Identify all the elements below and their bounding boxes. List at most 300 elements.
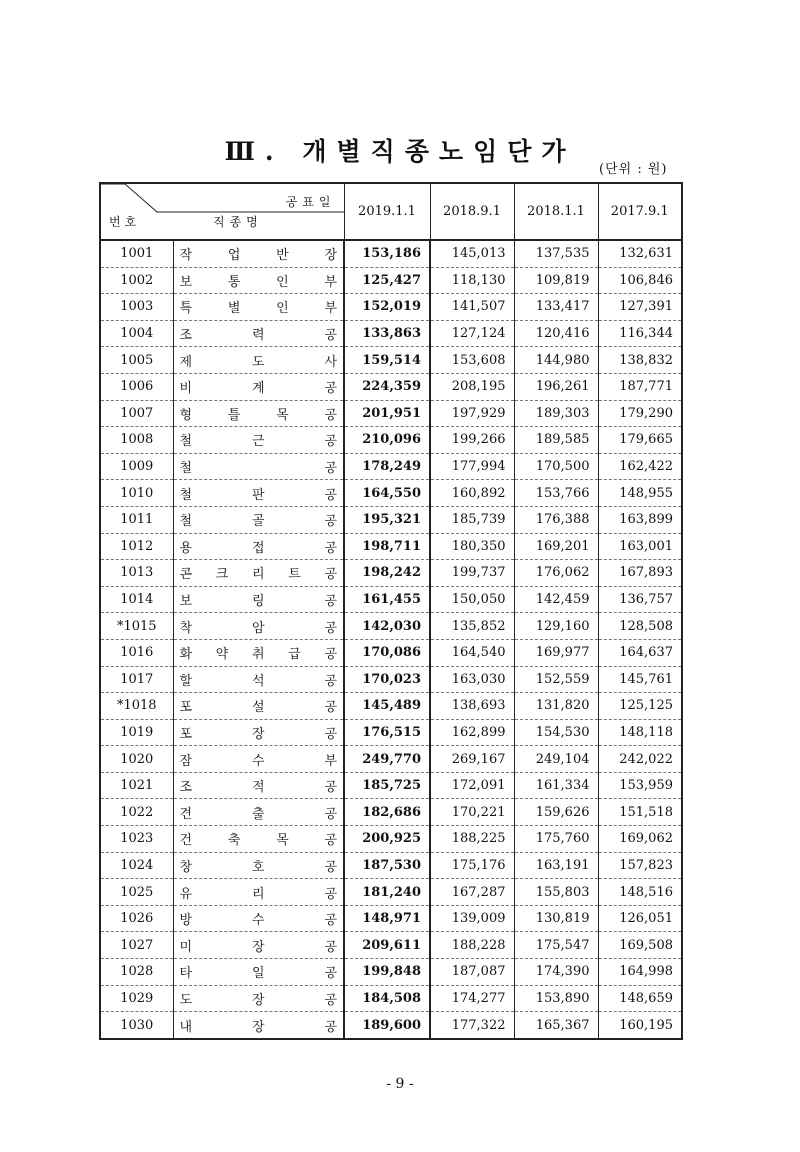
row-number: 1027 bbox=[100, 932, 173, 959]
job-name-char: 호 bbox=[251, 859, 265, 875]
table-row bbox=[100, 320, 682, 347]
job-name-char: 암 bbox=[251, 620, 265, 636]
table-row bbox=[100, 719, 682, 746]
wage-value: 133,417 bbox=[514, 294, 598, 321]
wage-value: 139,009 bbox=[430, 905, 514, 932]
wage-value: 179,665 bbox=[598, 427, 682, 454]
job-name-char: 크 bbox=[215, 567, 229, 583]
job-name-char: 공 bbox=[324, 540, 337, 556]
job-name-char: 할 bbox=[179, 673, 193, 689]
header-job-label: 직종명 bbox=[213, 215, 263, 229]
wage-value: 125,427 bbox=[344, 267, 430, 294]
wage-value: 153,186 bbox=[344, 240, 430, 267]
job-name-char: 제 bbox=[179, 354, 193, 370]
job-name bbox=[173, 719, 344, 746]
wage-value: 152,559 bbox=[514, 666, 598, 693]
wage-value: 242,022 bbox=[598, 746, 682, 773]
job-name-text bbox=[180, 936, 338, 955]
wage-value: 224,359 bbox=[344, 373, 430, 400]
row-number: 1028 bbox=[100, 959, 173, 986]
table-row bbox=[100, 985, 682, 1012]
job-name-text bbox=[180, 244, 338, 263]
table-row bbox=[100, 294, 682, 321]
job-name-text bbox=[180, 297, 338, 316]
wage-value: 153,766 bbox=[514, 480, 598, 507]
table-row bbox=[100, 639, 682, 666]
job-name bbox=[173, 560, 344, 587]
table-header-row bbox=[100, 183, 682, 240]
wage-value: 129,160 bbox=[514, 613, 598, 640]
row-number: 1002 bbox=[100, 267, 173, 294]
job-name-char: 공 bbox=[324, 833, 337, 849]
job-name-char: 골 bbox=[251, 514, 265, 530]
job-name-text bbox=[180, 723, 338, 742]
wage-value: 126,051 bbox=[598, 905, 682, 932]
job-name-char: 공 bbox=[324, 381, 337, 397]
job-name-char: 근 bbox=[251, 434, 265, 450]
wage-value: 164,998 bbox=[598, 959, 682, 986]
row-number: 1022 bbox=[100, 799, 173, 826]
wage-value: 153,890 bbox=[514, 985, 598, 1012]
job-name bbox=[173, 799, 344, 826]
job-name-char: 공 bbox=[324, 992, 337, 1008]
job-name-char: 공 bbox=[324, 620, 337, 636]
wage-value: 199,737 bbox=[430, 560, 514, 587]
job-name-char: 업 bbox=[227, 248, 241, 264]
job-name-text bbox=[180, 670, 338, 689]
wage-value: 137,535 bbox=[514, 240, 598, 267]
job-name-text bbox=[180, 537, 338, 556]
wage-value: 131,820 bbox=[514, 693, 598, 720]
row-number: *1015 bbox=[100, 613, 173, 640]
table-row bbox=[100, 240, 682, 267]
job-name-char: 장 bbox=[251, 1019, 265, 1035]
wage-value: 120,416 bbox=[514, 320, 598, 347]
wage-value: 151,518 bbox=[598, 799, 682, 826]
wage-value: 198,242 bbox=[344, 560, 430, 587]
wage-value: 148,659 bbox=[598, 985, 682, 1012]
job-name-text bbox=[180, 617, 338, 636]
wage-value: 163,001 bbox=[598, 533, 682, 560]
row-number: 1010 bbox=[100, 480, 173, 507]
row-number: 1019 bbox=[100, 719, 173, 746]
row-number: 1007 bbox=[100, 400, 173, 427]
row-number: 1012 bbox=[100, 533, 173, 560]
unit-label: (단위 : 원) bbox=[599, 162, 668, 177]
wage-value: 188,225 bbox=[430, 826, 514, 853]
page-number: - 9 - bbox=[386, 1076, 414, 1092]
wage-value: 174,390 bbox=[514, 959, 598, 986]
wage-table bbox=[99, 182, 683, 1040]
table-row bbox=[100, 905, 682, 932]
wage-value: 184,508 bbox=[344, 985, 430, 1012]
row-number: 1016 bbox=[100, 639, 173, 666]
row-number: 1020 bbox=[100, 746, 173, 773]
job-name-char: 사 bbox=[324, 354, 337, 370]
job-name-text bbox=[180, 776, 338, 795]
row-number: 1011 bbox=[100, 506, 173, 533]
job-name-char: 장 bbox=[251, 726, 265, 742]
job-name bbox=[173, 879, 344, 906]
job-name-char: 비 bbox=[179, 381, 193, 397]
job-name-char: 공 bbox=[324, 514, 337, 530]
wage-value: 175,547 bbox=[514, 932, 598, 959]
wage-value: 170,086 bbox=[344, 639, 430, 666]
wage-value: 175,760 bbox=[514, 826, 598, 853]
wage-value: 198,711 bbox=[344, 533, 430, 560]
row-number: 1001 bbox=[100, 240, 173, 267]
wage-value: 145,013 bbox=[430, 240, 514, 267]
wage-value: 200,925 bbox=[344, 826, 430, 853]
job-name-char: 유 bbox=[179, 886, 193, 902]
job-name-char: 보 bbox=[179, 594, 193, 610]
wage-value: 170,500 bbox=[514, 453, 598, 480]
job-name-char: 공 bbox=[324, 780, 337, 796]
table-row bbox=[100, 932, 682, 959]
job-name-char: 장 bbox=[251, 992, 265, 1008]
wage-value: 187,530 bbox=[344, 852, 430, 879]
wage-value: 132,631 bbox=[598, 240, 682, 267]
wage-value: 170,023 bbox=[344, 666, 430, 693]
wage-value: 159,514 bbox=[344, 347, 430, 374]
header-corner-cell bbox=[100, 183, 344, 240]
job-name-text bbox=[180, 324, 338, 343]
job-name-char: 철 bbox=[179, 434, 193, 450]
wage-value: 130,819 bbox=[514, 905, 598, 932]
job-name-char: 리 bbox=[251, 886, 265, 902]
job-name-text bbox=[180, 457, 338, 476]
wage-value: 199,266 bbox=[430, 427, 514, 454]
wage-value: 196,261 bbox=[514, 373, 598, 400]
job-name-char: 약 bbox=[215, 647, 229, 663]
job-name bbox=[173, 985, 344, 1012]
job-name-char: 석 bbox=[251, 673, 265, 689]
job-name bbox=[173, 294, 344, 321]
job-name bbox=[173, 480, 344, 507]
row-number: 1025 bbox=[100, 879, 173, 906]
job-name-char: 화 bbox=[179, 647, 193, 663]
wage-value: 169,201 bbox=[514, 533, 598, 560]
job-name-char: 별 bbox=[227, 301, 241, 317]
row-number: 1021 bbox=[100, 772, 173, 799]
job-name bbox=[173, 347, 344, 374]
wage-value: 174,277 bbox=[430, 985, 514, 1012]
wage-value: 169,062 bbox=[598, 826, 682, 853]
wage-value: 160,195 bbox=[619, 1017, 673, 1033]
job-name-char: 도 bbox=[179, 992, 193, 1008]
job-name-char: 링 bbox=[251, 594, 265, 610]
table-row bbox=[100, 453, 682, 480]
wage-value: 176,515 bbox=[344, 719, 430, 746]
wage-value: 144,980 bbox=[514, 347, 598, 374]
wage-value: 153,608 bbox=[430, 347, 514, 374]
job-name-text bbox=[180, 829, 338, 848]
table-row bbox=[100, 506, 682, 533]
wage-value: 163,899 bbox=[598, 506, 682, 533]
wage-value: 181,240 bbox=[344, 879, 430, 906]
row-number: 1017 bbox=[100, 666, 173, 693]
job-name-text bbox=[180, 909, 338, 928]
job-name-char: 미 bbox=[179, 939, 193, 955]
row-number: 1030 bbox=[100, 1012, 173, 1039]
row-number: 1013 bbox=[100, 560, 173, 587]
table-row bbox=[100, 1012, 682, 1039]
wage-value: 161,455 bbox=[344, 586, 430, 613]
wage-value: 133,863 bbox=[344, 320, 430, 347]
job-name bbox=[173, 639, 344, 666]
wage-value: 172,091 bbox=[430, 772, 514, 799]
job-name-char: 공 bbox=[324, 859, 337, 875]
job-name-text bbox=[180, 1016, 338, 1035]
wage-value: 135,852 bbox=[430, 613, 514, 640]
job-name-char: 공 bbox=[324, 913, 337, 929]
header-date-2018-9-1: 2018.9.1 bbox=[430, 183, 514, 240]
job-name bbox=[173, 453, 344, 480]
wage-value: 145,489 bbox=[344, 693, 430, 720]
job-name-char: 콘 bbox=[179, 567, 193, 583]
job-name-char: 계 bbox=[251, 381, 265, 397]
row-number: 1014 bbox=[100, 586, 173, 613]
job-name-char: 리 bbox=[251, 567, 265, 583]
wage-value: 157,823 bbox=[598, 852, 682, 879]
job-name-char: 공 bbox=[324, 806, 337, 822]
wage-value: 152,019 bbox=[344, 294, 430, 321]
wage-value: 153,959 bbox=[598, 772, 682, 799]
job-name-text bbox=[180, 351, 338, 370]
job-name bbox=[173, 373, 344, 400]
job-name-text bbox=[180, 404, 338, 423]
wage-value: 170,221 bbox=[430, 799, 514, 826]
table-row bbox=[100, 959, 682, 986]
table-row bbox=[100, 533, 682, 560]
wage-value: 169,977 bbox=[514, 639, 598, 666]
job-name bbox=[173, 905, 344, 932]
wage-value: 169,508 bbox=[598, 932, 682, 959]
wage-value: 163,191 bbox=[514, 852, 598, 879]
job-name-char: 일 bbox=[251, 966, 265, 982]
job-name-text bbox=[180, 377, 338, 396]
job-name-char: 견 bbox=[179, 806, 193, 822]
job-name bbox=[173, 506, 344, 533]
wage-value: 249,770 bbox=[344, 746, 430, 773]
job-name-char: 잠 bbox=[179, 753, 193, 769]
wage-value: 106,846 bbox=[598, 267, 682, 294]
row-number: 1006 bbox=[100, 373, 173, 400]
table-row bbox=[100, 586, 682, 613]
job-name-char: 목 bbox=[276, 407, 289, 423]
wage-value: 185,739 bbox=[430, 506, 514, 533]
wage-value: 127,124 bbox=[430, 320, 514, 347]
wage-value: 249,104 bbox=[514, 746, 598, 773]
table-row bbox=[100, 400, 682, 427]
wage-value: 142,030 bbox=[344, 613, 430, 640]
job-name-char: 공 bbox=[324, 966, 337, 982]
job-name-text bbox=[180, 696, 338, 715]
job-name-char: 공 bbox=[324, 673, 337, 689]
wage-value: 164,540 bbox=[430, 639, 514, 666]
wage-value: 197,929 bbox=[430, 400, 514, 427]
row-number: 1008 bbox=[100, 427, 173, 454]
header-number-label: 번호 bbox=[109, 215, 141, 229]
job-name-char: 인 bbox=[276, 301, 289, 317]
job-name-char: 인 bbox=[276, 274, 289, 290]
job-name-char: 타 bbox=[179, 966, 193, 982]
wage-value: 136,757 bbox=[598, 586, 682, 613]
wage-value: 148,516 bbox=[598, 879, 682, 906]
table-row bbox=[100, 613, 682, 640]
job-name-char: 작 bbox=[179, 248, 193, 264]
job-name-text bbox=[180, 750, 338, 769]
table-row bbox=[100, 879, 682, 906]
table-row bbox=[100, 480, 682, 507]
wage-value: 154,530 bbox=[514, 719, 598, 746]
job-name-char: 건 bbox=[179, 833, 193, 849]
wage-value: 165,367 bbox=[514, 1012, 598, 1039]
job-name-char: 공 bbox=[324, 434, 337, 450]
job-name bbox=[173, 746, 344, 773]
job-name-char: 축 bbox=[227, 833, 241, 849]
wage-value: 155,803 bbox=[514, 879, 598, 906]
job-name-text bbox=[180, 883, 338, 902]
job-name-text bbox=[180, 563, 338, 582]
table-row bbox=[100, 693, 682, 720]
wage-value: 116,344 bbox=[598, 320, 682, 347]
wage-value: 179,290 bbox=[598, 400, 682, 427]
job-name-char: 장 bbox=[251, 939, 265, 955]
table-row bbox=[100, 772, 682, 799]
table-row bbox=[100, 373, 682, 400]
row-number: 1009 bbox=[100, 453, 173, 480]
job-name-char: 착 bbox=[179, 620, 193, 636]
job-name bbox=[173, 693, 344, 720]
job-name-char: 공 bbox=[324, 647, 337, 663]
wage-value: 138,832 bbox=[598, 347, 682, 374]
job-name-char: 공 bbox=[324, 939, 337, 955]
job-name-char: 반 bbox=[276, 248, 289, 264]
wage-value: 187,771 bbox=[598, 373, 682, 400]
job-name-char: 틀 bbox=[227, 407, 241, 423]
wage-value: 148,971 bbox=[344, 905, 430, 932]
table-body bbox=[100, 240, 682, 1039]
wage-value: 148,118 bbox=[598, 719, 682, 746]
job-name-char: 취 bbox=[251, 647, 265, 663]
table-row bbox=[100, 826, 682, 853]
job-name-char: 트 bbox=[288, 567, 301, 583]
job-name bbox=[173, 427, 344, 454]
wage-value: 150,050 bbox=[430, 586, 514, 613]
wage-value: 176,062 bbox=[514, 560, 598, 587]
job-name-text bbox=[180, 510, 338, 529]
wage-value: 145,761 bbox=[598, 666, 682, 693]
wage-value: 127,391 bbox=[598, 294, 682, 321]
table-row bbox=[100, 799, 682, 826]
wage-value: 209,611 bbox=[344, 932, 430, 959]
wage-value: 164,550 bbox=[344, 480, 430, 507]
table-row bbox=[100, 267, 682, 294]
job-name-char: 조 bbox=[179, 328, 193, 344]
job-name-char: 력 bbox=[251, 328, 265, 344]
wage-value: 159,626 bbox=[514, 799, 598, 826]
job-name-char: 공 bbox=[324, 700, 337, 716]
row-number: 1005 bbox=[100, 347, 173, 374]
job-name-char: 장 bbox=[324, 248, 337, 264]
job-name-char: 창 bbox=[179, 859, 193, 875]
job-name-char: 공 bbox=[324, 1019, 337, 1035]
job-name-char: 공 bbox=[324, 487, 337, 503]
wage-value: 167,287 bbox=[430, 879, 514, 906]
job-name-char: 철 bbox=[179, 461, 193, 477]
job-name-text bbox=[180, 430, 338, 449]
job-name-char: 수 bbox=[251, 913, 265, 929]
wage-value: 177,994 bbox=[430, 453, 514, 480]
job-name-char: 부 bbox=[324, 301, 337, 317]
table-row bbox=[100, 746, 682, 773]
job-name-char: 철 bbox=[179, 487, 193, 503]
job-name-char: 공 bbox=[324, 886, 337, 902]
job-name-char: 공 bbox=[324, 567, 337, 583]
wage-value: 162,899 bbox=[430, 719, 514, 746]
wage-value: 163,030 bbox=[430, 666, 514, 693]
wage-value: 128,508 bbox=[598, 613, 682, 640]
job-name-char: 수 bbox=[251, 753, 265, 769]
table-row bbox=[100, 347, 682, 374]
job-name bbox=[173, 400, 344, 427]
job-name-char: 특 bbox=[179, 301, 193, 317]
job-name-char: 급 bbox=[288, 647, 301, 663]
job-name-char: 공 bbox=[324, 407, 337, 423]
header-announcement-date-label: 공표일 bbox=[285, 195, 336, 209]
job-name bbox=[173, 240, 344, 267]
row-number: 1026 bbox=[100, 905, 173, 932]
job-name-char: 철 bbox=[179, 514, 193, 530]
header-date-2017-9-1: 2017.9.1 bbox=[598, 183, 682, 240]
wage-value: 195,321 bbox=[344, 506, 430, 533]
wage-value: 138,693 bbox=[430, 693, 514, 720]
job-name-char: 출 bbox=[251, 806, 265, 822]
wage-value: 189,600 bbox=[344, 1012, 430, 1039]
table-row bbox=[100, 427, 682, 454]
table-row bbox=[100, 666, 682, 693]
job-name-text bbox=[180, 989, 338, 1008]
wage-value: 162,422 bbox=[598, 453, 682, 480]
job-name-char: 형 bbox=[179, 407, 193, 423]
row-number: 1023 bbox=[100, 826, 173, 853]
wage-value: 210,096 bbox=[344, 427, 430, 454]
wage-value: 125,125 bbox=[598, 693, 682, 720]
job-name bbox=[173, 852, 344, 879]
row-number: 1029 bbox=[100, 985, 173, 1012]
wage-value: 161,334 bbox=[514, 772, 598, 799]
job-name-char: 도 bbox=[251, 354, 265, 370]
header-date-2019-1-1: 2019.1.1 bbox=[344, 183, 430, 240]
job-name bbox=[173, 932, 344, 959]
row-number: 1003 bbox=[100, 294, 173, 321]
job-name-text bbox=[180, 271, 338, 290]
row-number: 1004 bbox=[100, 320, 173, 347]
wage-value: 189,303 bbox=[514, 400, 598, 427]
wage-value: 142,459 bbox=[514, 586, 598, 613]
job-name-text bbox=[180, 484, 338, 503]
wage-value: 188,228 bbox=[430, 932, 514, 959]
job-name-char: 설 bbox=[251, 700, 265, 716]
job-name-text bbox=[180, 643, 338, 662]
job-name-char: 판 bbox=[251, 487, 265, 503]
wage-value: 164,637 bbox=[598, 639, 682, 666]
job-name-char: 통 bbox=[227, 274, 241, 290]
page-title: Ⅲ. 개별직종노임단가 bbox=[224, 137, 576, 166]
job-name-char: 부 bbox=[324, 753, 337, 769]
job-name-text bbox=[180, 590, 338, 609]
